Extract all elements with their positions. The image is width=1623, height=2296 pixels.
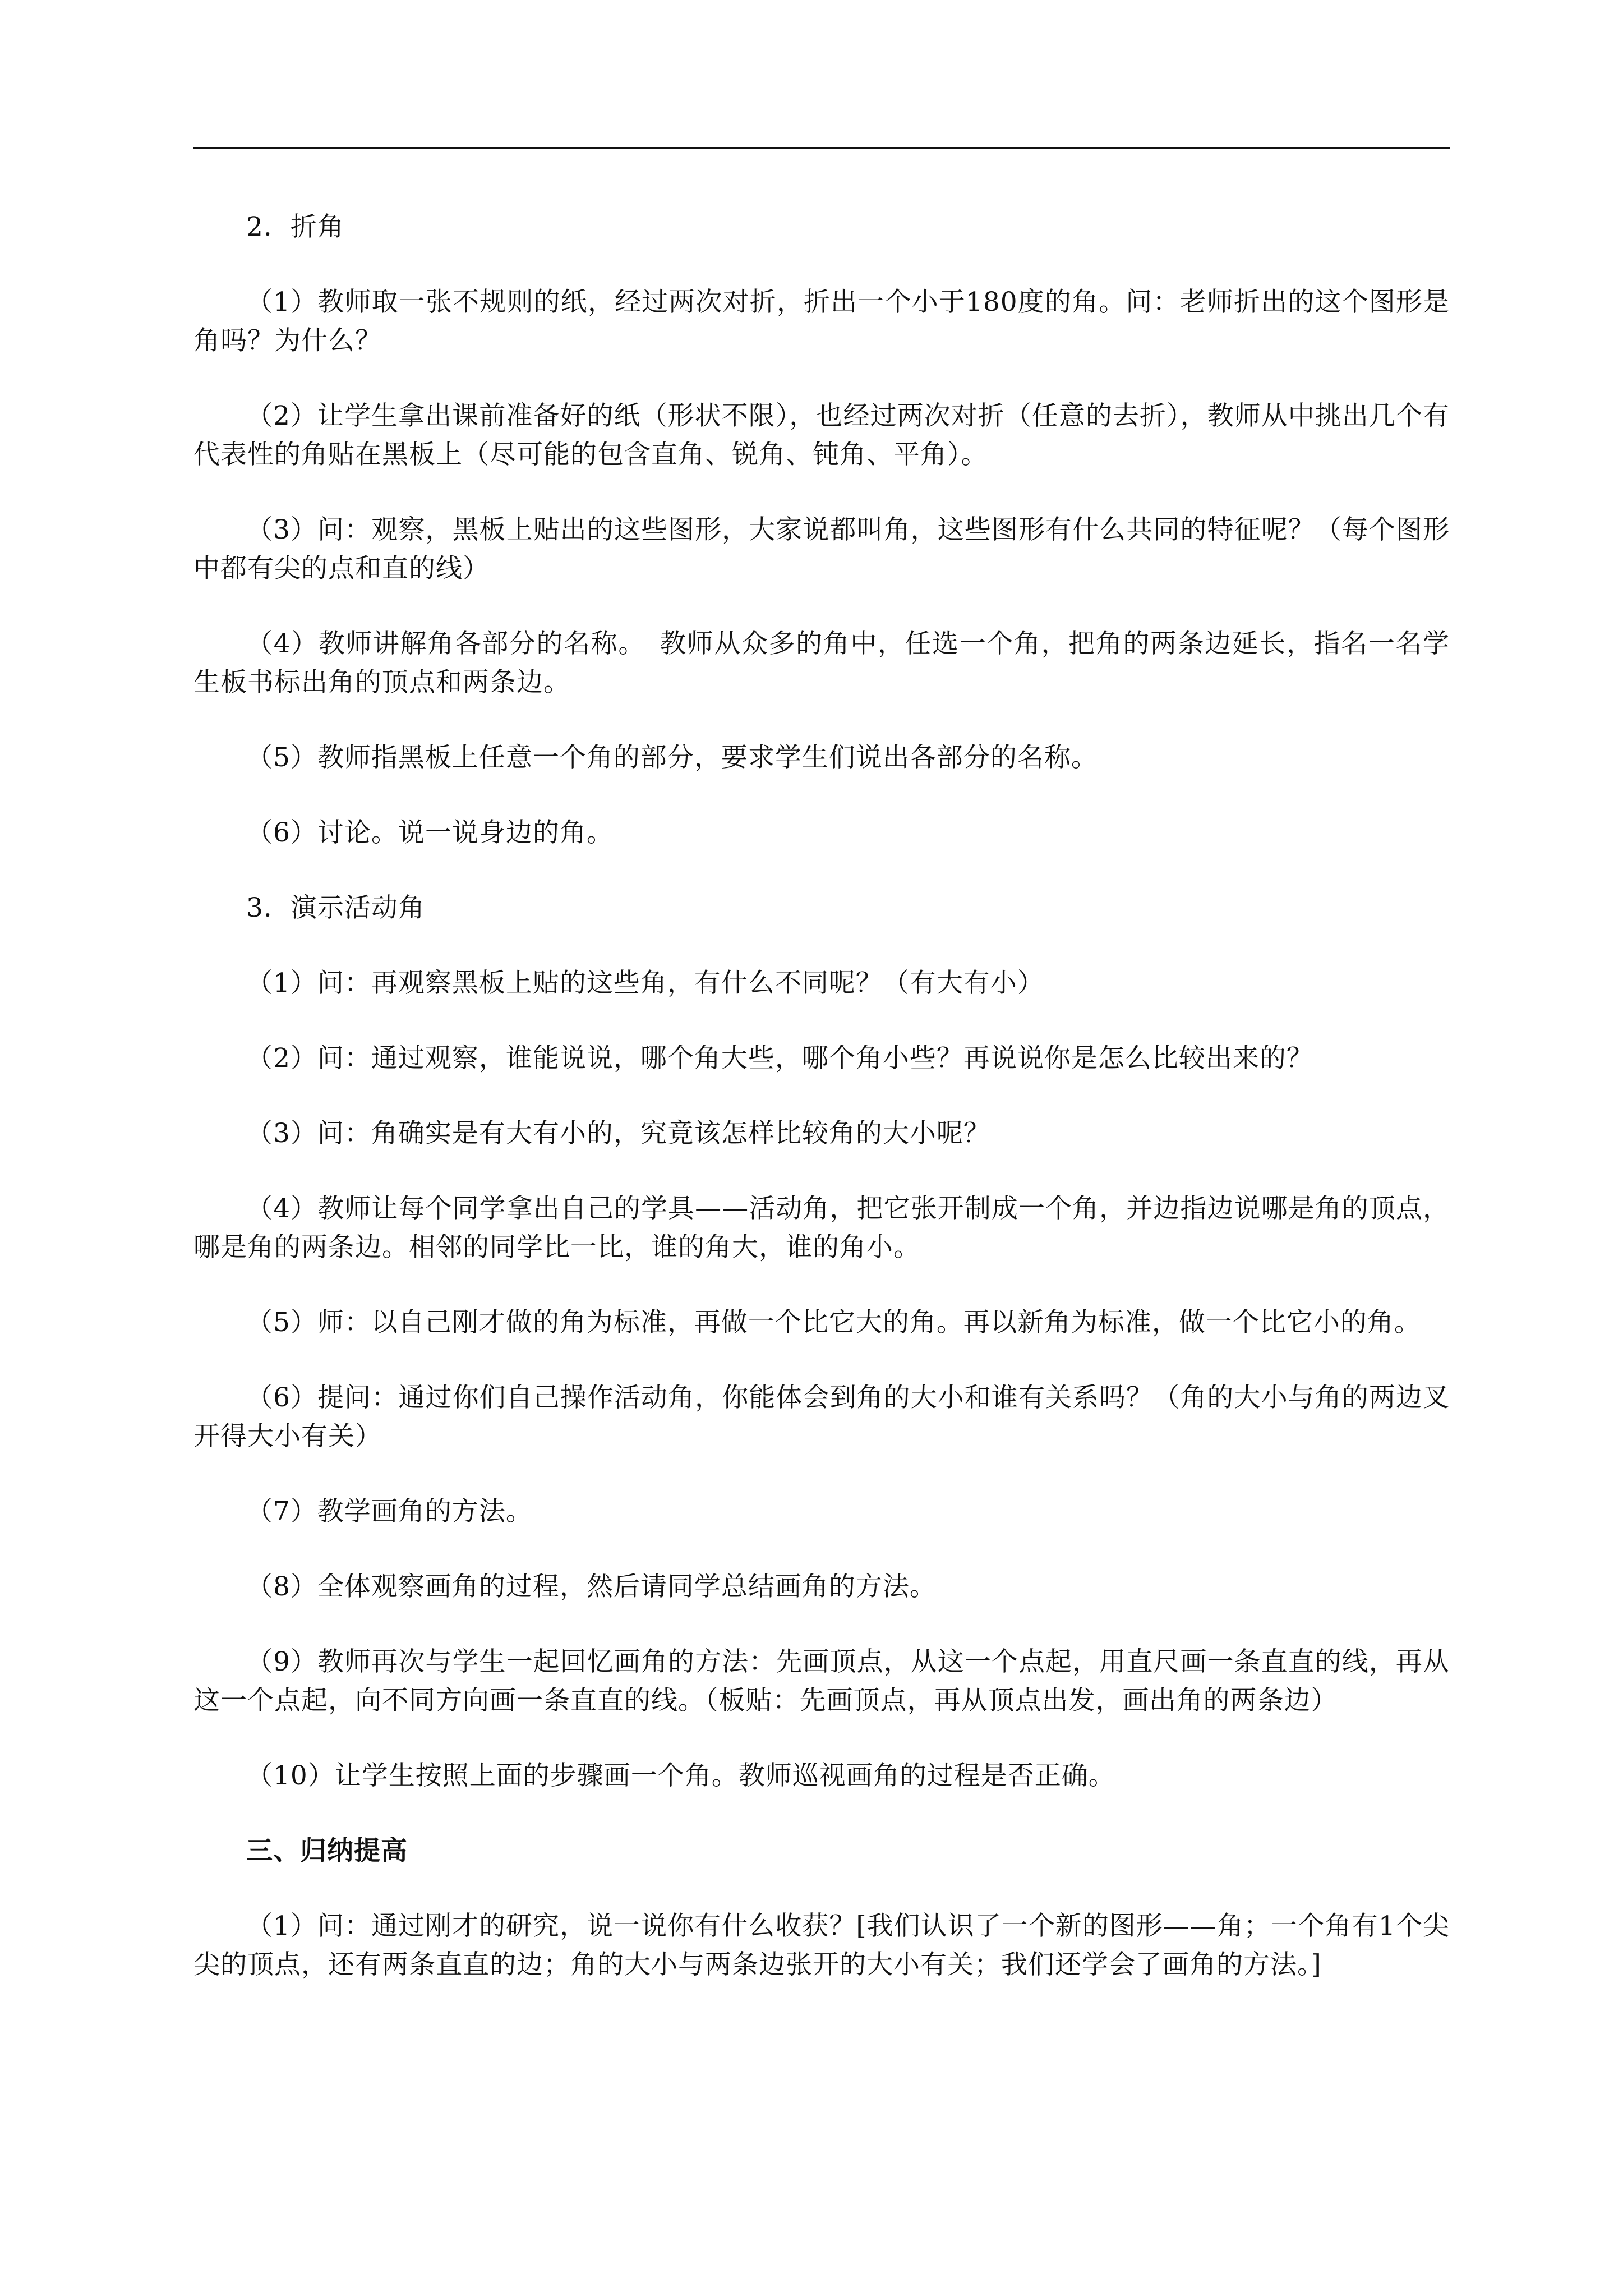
paragraph: （1）教师取一张不规则的纸，经过两次对折，折出一个小于180度的角。问：老师折出的这个图形是角吗？为什么？ bbox=[193, 287, 1450, 356]
paragraph: （6）讨论。说一说身边的角。 bbox=[246, 817, 614, 848]
paragraph: （2）让学生拿出课前准备好的纸（形状不限），也经过两次对折（任意的去折），教师从中挑出几个有代表性的角贴在黑板上（尽可能的包含直角、锐角、钝角、平角）。 bbox=[193, 401, 1450, 470]
section-heading-bold: 三、归纳提高 bbox=[246, 1835, 408, 1866]
paragraph: （4）教师让每个同学拿出自己的学具——活动角，把它张开制成一个角，并边指边说哪是角的顶点，哪是角的两条边。相邻的同学比一比，谁的角大，谁的角小。 bbox=[193, 1193, 1450, 1263]
paragraph: （3）问：角确实是有大有小的，究竟该怎样比较角的大小呢？ bbox=[246, 1118, 990, 1149]
paragraph: （1）问：再观察黑板上贴的这些角，有什么不同呢？（有大有小） bbox=[246, 968, 1044, 999]
paragraph: （9）教师再次与学生一起回忆画角的方法：先画顶点，从这一个点起，用直尺画一条直直的线，再从这一个点起，向不同方向画一条直直的线。（板贴：先画顶点，再从顶点出发，画出角的两条边） bbox=[193, 1646, 1450, 1716]
document-body bbox=[193, 208, 1450, 2021]
paragraph: 2．折角 bbox=[246, 211, 344, 242]
paragraph: （8）全体观察画角的过程，然后请同学总结画角的方法。 bbox=[246, 1571, 937, 1602]
paragraph: （1）问：通过刚才的研究，说一说你有什么收获？[我们认识了一个新的图形——角；一个角有1个尖尖的顶点，还有两条直直的边；角的大小与两条边张开的大小有关；我们还学会了画角的方法。] bbox=[193, 1911, 1450, 1980]
paragraph: （4）教师讲解角各部分的名称。 教师从众多的角中，任选一个角，把角的两条边延长，指名一名学生板书标出角的顶点和两条边。 bbox=[193, 628, 1450, 698]
paragraph: （7）教学画角的方法。 bbox=[246, 1496, 533, 1527]
paragraph: （5）师：以自己刚才做的角为标准，再做一个比它大的角。再以新角为标准，做一个比它小的角。 bbox=[246, 1307, 1421, 1338]
paragraph: （10）让学生按照上面的步骤画一个角。教师巡视画角的过程是否正确。 bbox=[246, 1760, 1115, 1791]
paragraph: （6）提问：通过你们自己操作活动角，你能体会到角的大小和谁有关系吗？（角的大小与角的两边叉开得大小有关） bbox=[193, 1382, 1450, 1452]
section-heading: 3．演示活动角 bbox=[246, 892, 425, 923]
paragraph: （2）问：通过观察，谁能说说，哪个角大些，哪个角小些？再说说你是怎么比较出来的？ bbox=[246, 1043, 1313, 1074]
paragraph: （3）问：观察，黑板上贴出的这些图形，大家说都叫角，这些图形有什么共同的特征呢？（每个图形中都有尖的点和直的线） bbox=[193, 514, 1450, 584]
paragraph: （5）教师指黑板上任意一个角的部分，要求学生们说出各部分的名称。 bbox=[246, 742, 1098, 773]
header-rule bbox=[193, 147, 1450, 149]
